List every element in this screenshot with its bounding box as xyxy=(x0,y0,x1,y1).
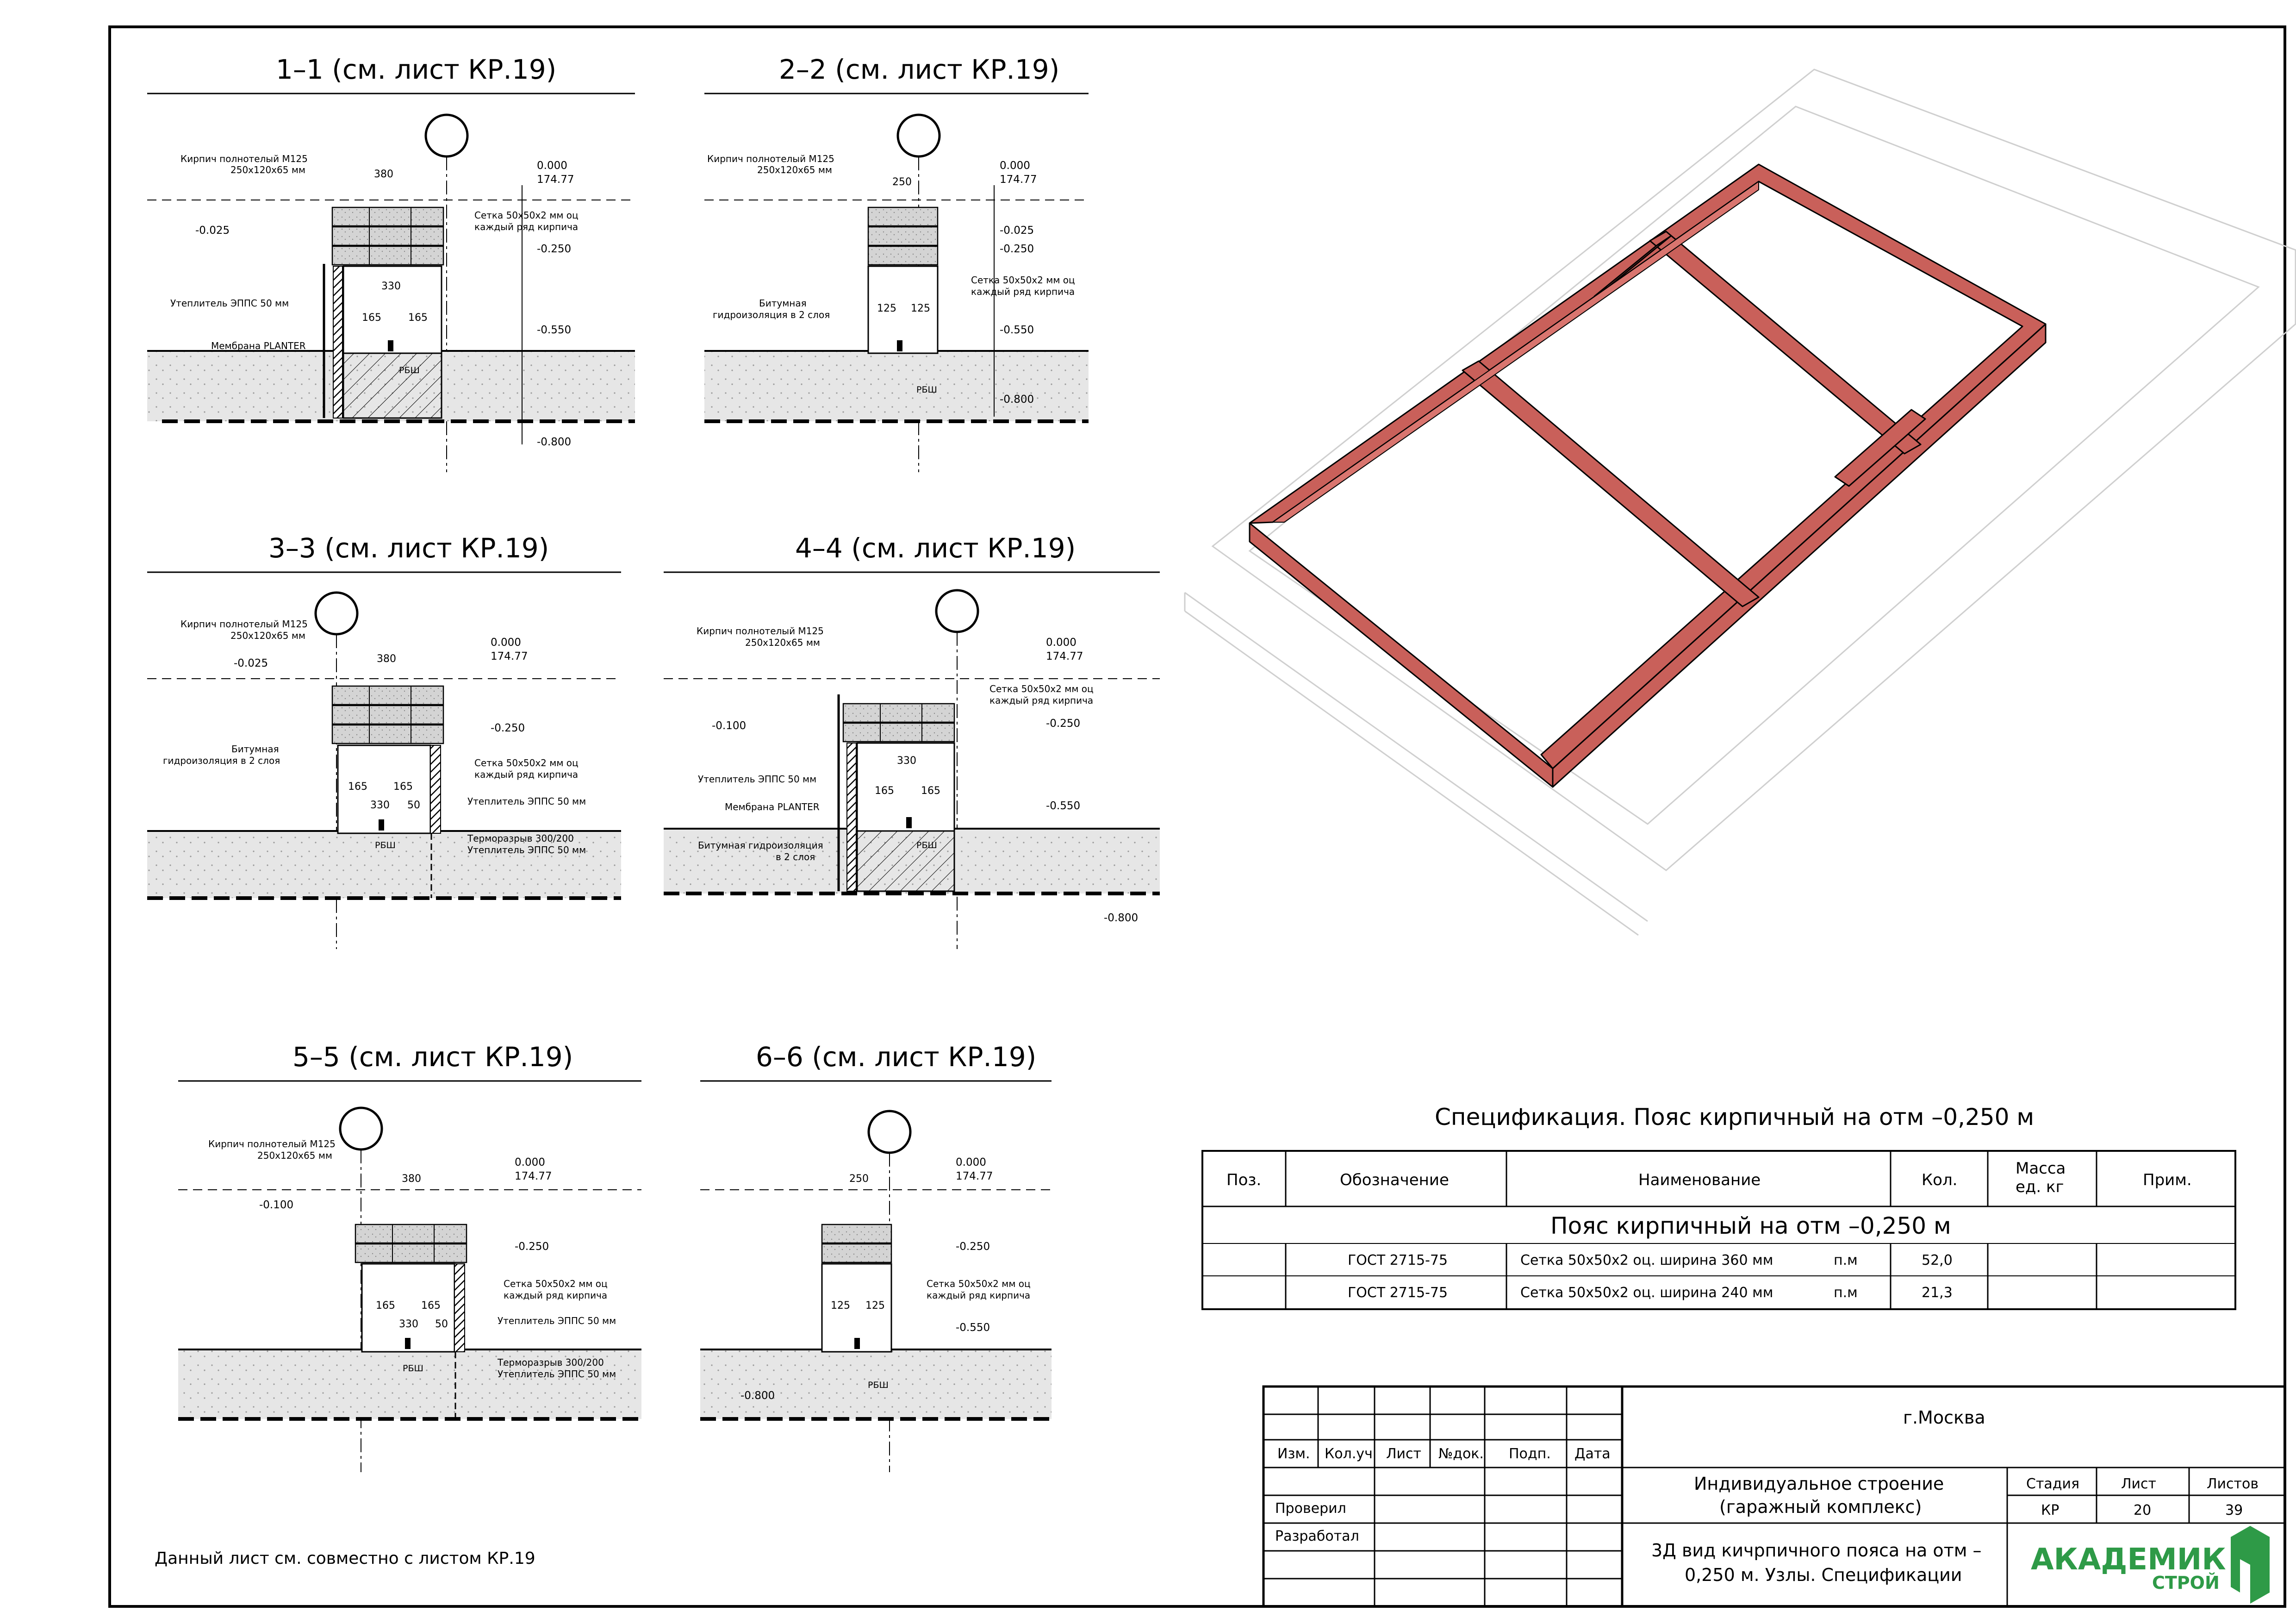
svg-text:0.000: 0.000 xyxy=(515,1156,545,1168)
svg-text:165: 165 xyxy=(362,312,381,324)
svg-text:Разработал: Разработал xyxy=(1275,1528,1359,1544)
svg-text:52,0: 52,0 xyxy=(1922,1252,1953,1268)
svg-text:-0.550: -0.550 xyxy=(1046,800,1081,812)
svg-text:330: 330 xyxy=(399,1318,418,1330)
svg-text:ГОСТ 2715-75: ГОСТ 2715-75 xyxy=(1348,1285,1448,1301)
svg-text:Кирпич полнотелый М125: Кирпич полнотелый М125 xyxy=(208,1138,336,1149)
svg-text:-0.250: -0.250 xyxy=(515,1241,549,1253)
svg-text:Битумная: Битумная xyxy=(231,743,279,755)
svg-text:125: 125 xyxy=(865,1300,885,1312)
svg-text:№док.: №док. xyxy=(1438,1446,1484,1462)
svg-text:39: 39 xyxy=(2225,1502,2243,1518)
svg-text:ед. кг: ед. кг xyxy=(2016,1178,2064,1196)
svg-text:0.000: 0.000 xyxy=(537,160,567,172)
svg-text:-0.550: -0.550 xyxy=(956,1322,990,1334)
svg-text:Утеплитель ЭППС 50 мм: Утеплитель ЭППС 50 мм xyxy=(698,774,817,785)
svg-text:каждый ряд кирпича: каждый ряд кирпича xyxy=(504,1290,608,1301)
svg-text:Терморазрыв 300/200: Терморазрыв 300/200 xyxy=(467,833,574,844)
svg-text:174.77: 174.77 xyxy=(491,650,528,662)
svg-text:Кол.уч: Кол.уч xyxy=(1325,1446,1373,1462)
section-3-3 xyxy=(147,532,621,949)
svg-text:Утеплитель ЭППС 50 мм: Утеплитель ЭППС 50 мм xyxy=(498,1315,616,1326)
svg-text:Сетка 50х50х2 оц. ширина 240 м: Сетка 50х50х2 оц. ширина 240 мм xyxy=(1520,1285,1773,1301)
svg-text:Сетка 50х50х2 мм оц: Сетка 50х50х2 мм оц xyxy=(474,210,579,221)
svg-text:гидроизоляция в 2 слоя: гидроизоляция в 2 слоя xyxy=(163,755,280,766)
svg-text:-0.800: -0.800 xyxy=(1000,394,1034,406)
svg-text:174.77: 174.77 xyxy=(1000,174,1037,186)
svg-text:125: 125 xyxy=(911,303,930,314)
section-4-4 xyxy=(664,532,1160,949)
svg-text:АКАДЕМИК: АКАДЕМИК xyxy=(2031,1543,2226,1577)
svg-text:Подп.: Подп. xyxy=(1509,1446,1551,1462)
svg-text:-0.550: -0.550 xyxy=(537,324,572,336)
svg-text:Мембрана PLANTER: Мембрана PLANTER xyxy=(211,340,306,351)
svg-text:гидроизоляция в 2 слоя: гидроизоляция в 2 слоя xyxy=(713,309,830,320)
svg-text:380: 380 xyxy=(377,653,396,665)
section-title: 1–1 (см. лист КР.19) xyxy=(276,54,557,85)
svg-text:165: 165 xyxy=(408,312,428,324)
svg-text:Изм.: Изм. xyxy=(1277,1446,1310,1462)
akademik-stroy-logo xyxy=(2031,1526,2270,1604)
svg-text:в 2 слоя: в 2 слоя xyxy=(776,851,815,862)
svg-text:0.000: 0.000 xyxy=(1046,637,1076,649)
svg-text:Утеплитель ЭППС 50 мм: Утеплитель ЭППС 50 мм xyxy=(467,796,586,807)
svg-text:Сетка 50х50х2 мм оц: Сетка 50х50х2 мм оц xyxy=(474,757,579,768)
svg-text:п.м: п.м xyxy=(1834,1252,1858,1268)
svg-text:380: 380 xyxy=(402,1173,421,1185)
svg-text:Сетка 50х50х2 мм оц: Сетка 50х50х2 мм оц xyxy=(504,1278,608,1289)
section-title: 2–2 (см. лист КР.19) xyxy=(779,54,1060,85)
svg-text:125: 125 xyxy=(831,1300,850,1312)
svg-text:-0.250: -0.250 xyxy=(537,243,572,255)
svg-text:Пояс кирпичный на отм –0,250 м: Пояс кирпичный на отм –0,250 м xyxy=(1550,1212,1951,1239)
svg-text:50: 50 xyxy=(435,1318,448,1330)
svg-text:РБШ: РБШ xyxy=(868,1380,889,1390)
svg-text:Кирпич полнотелый М125: Кирпич полнотелый М125 xyxy=(697,625,824,637)
svg-text:Кирпич полнотелый М125: Кирпич полнотелый М125 xyxy=(180,153,308,164)
svg-text:Поз.: Поз. xyxy=(1226,1171,1262,1189)
section-6-6 xyxy=(700,1041,1052,1472)
svg-text:Наименование: Наименование xyxy=(1638,1171,1761,1189)
sheet-note: Данный лист см. совместно с листом КР.19 xyxy=(155,1549,535,1568)
svg-text:РБШ: РБШ xyxy=(403,1363,423,1374)
svg-text:Кол.: Кол. xyxy=(1922,1171,1958,1189)
svg-text:РБШ: РБШ xyxy=(916,385,937,395)
svg-text:КР: КР xyxy=(2041,1502,2060,1518)
svg-text:380: 380 xyxy=(374,169,393,180)
svg-text:-0.800: -0.800 xyxy=(1104,912,1139,924)
svg-text:20: 20 xyxy=(2134,1502,2152,1518)
svg-text:каждый ряд кирпича: каждый ряд кирпича xyxy=(474,221,579,232)
svg-text:21,3: 21,3 xyxy=(1922,1285,1953,1301)
svg-text:250х120х65 мм: 250х120х65 мм xyxy=(757,164,833,175)
svg-text:Кирпич полнотелый М125: Кирпич полнотелый М125 xyxy=(180,618,308,630)
axis-bubble xyxy=(426,115,467,156)
svg-text:Сетка 50х50х2 мм оц: Сетка 50х50х2 мм оц xyxy=(927,1278,1031,1289)
svg-text:Сетка 50х50х2 оц. ширина 360 м: Сетка 50х50х2 оц. ширина 360 мм xyxy=(1520,1252,1773,1268)
title-block xyxy=(1263,1387,2285,1606)
svg-text:Утеплитель ЭППС 50 мм: Утеплитель ЭППС 50 мм xyxy=(467,844,586,856)
svg-text:Проверил: Проверил xyxy=(1275,1500,1346,1517)
section-title: 6–6 (см. лист КР.19) xyxy=(756,1041,1037,1073)
spec-title: Спецификация. Пояс кирпичный на отм –0,250 м xyxy=(1435,1104,2035,1131)
svg-text:165: 165 xyxy=(376,1300,395,1312)
svg-text:Масса: Масса xyxy=(2016,1159,2066,1178)
svg-text:каждый ряд кирпича: каждый ряд кирпича xyxy=(927,1290,1031,1301)
svg-text:каждый ряд кирпича: каждый ряд кирпича xyxy=(989,695,1094,706)
svg-text:Утеплитель ЭППС 50 мм: Утеплитель ЭППС 50 мм xyxy=(170,298,289,309)
section-2-2 xyxy=(704,54,1089,472)
svg-text:-0.800: -0.800 xyxy=(740,1390,775,1402)
svg-text:-0.025: -0.025 xyxy=(234,657,268,669)
svg-text:-0.100: -0.100 xyxy=(712,720,747,732)
svg-text:250: 250 xyxy=(849,1173,869,1185)
svg-text:330: 330 xyxy=(381,281,401,292)
svg-text:330: 330 xyxy=(897,755,916,767)
svg-text:-0.800: -0.800 xyxy=(537,436,572,448)
svg-text:Терморазрыв 300/200: Терморазрыв 300/200 xyxy=(498,1357,604,1368)
svg-text:250: 250 xyxy=(892,176,912,188)
svg-text:165: 165 xyxy=(921,785,940,797)
svg-text:165: 165 xyxy=(421,1300,441,1312)
svg-text:-0.100: -0.100 xyxy=(259,1199,294,1211)
svg-text:0,250 м. Узлы. Спецификации: 0,250 м. Узлы. Спецификации xyxy=(1685,1565,1962,1585)
svg-text:-0.025: -0.025 xyxy=(195,225,230,237)
svg-text:Битумная: Битумная xyxy=(759,298,807,309)
svg-text:Битумная гидроизоляция: Битумная гидроизоляция xyxy=(698,840,823,851)
svg-text:250х120х65 мм: 250х120х65 мм xyxy=(230,630,306,641)
svg-text:каждый ряд кирпича: каждый ряд кирпича xyxy=(474,769,579,780)
svg-text:165: 165 xyxy=(348,781,367,793)
svg-text:0.000: 0.000 xyxy=(491,637,521,649)
section-title: 4–4 (см. лист КР.19) xyxy=(795,532,1076,564)
svg-text:-0.250: -0.250 xyxy=(956,1241,990,1253)
svg-text:Сетка 50х50х2 мм оц: Сетка 50х50х2 мм оц xyxy=(971,275,1075,286)
svg-text:Утеплитель ЭППС 50 мм: Утеплитель ЭППС 50 мм xyxy=(498,1368,616,1380)
svg-text:Индивидуальное строение: Индивидуальное строение xyxy=(1694,1474,1944,1494)
svg-text:0.000: 0.000 xyxy=(1000,160,1030,172)
svg-text:Листов: Листов xyxy=(2207,1476,2259,1492)
svg-text:174.77: 174.77 xyxy=(537,174,574,186)
section-title: 3–3 (см. лист КР.19) xyxy=(268,532,549,564)
svg-text:Кирпич полнотелый М125: Кирпич полнотелый М125 xyxy=(707,153,834,164)
svg-text:-0.025: -0.025 xyxy=(1000,225,1034,237)
svg-text:РБШ: РБШ xyxy=(399,365,420,375)
svg-text:250х120х65 мм: 250х120х65 мм xyxy=(257,1150,333,1161)
svg-text:Сетка 50х50х2 мм оц: Сетка 50х50х2 мм оц xyxy=(989,683,1094,694)
svg-text:330: 330 xyxy=(370,800,390,811)
svg-text:0.000: 0.000 xyxy=(956,1156,986,1168)
svg-text:174.77: 174.77 xyxy=(1046,650,1083,662)
section-5-5 xyxy=(178,1041,641,1472)
svg-text:Дата: Дата xyxy=(1574,1446,1611,1462)
isometric-3d-view xyxy=(1185,69,2296,935)
city: г.Москва xyxy=(1903,1407,1985,1428)
svg-text:-0.250: -0.250 xyxy=(1000,243,1034,255)
svg-text:каждый ряд кирпича: каждый ряд кирпича xyxy=(971,286,1075,297)
svg-text:-0.250: -0.250 xyxy=(1046,718,1081,730)
svg-text:Прим.: Прим. xyxy=(2143,1171,2192,1189)
svg-text:250х120х65 мм: 250х120х65 мм xyxy=(230,164,306,175)
svg-text:250х120х65 мм: 250х120х65 мм xyxy=(745,637,821,648)
svg-text:174.77: 174.77 xyxy=(515,1170,552,1182)
svg-text:Стадия: Стадия xyxy=(2026,1476,2080,1492)
svg-text:-0.550: -0.550 xyxy=(1000,324,1034,336)
section-1-1 xyxy=(147,54,635,472)
svg-text:50: 50 xyxy=(407,800,420,811)
svg-text:3Д вид кичрпичного пояса на от: 3Д вид кичрпичного пояса на отм – xyxy=(1651,1540,1982,1561)
svg-text:РБШ: РБШ xyxy=(916,840,937,850)
svg-text:Лист: Лист xyxy=(1386,1446,1422,1462)
svg-text:п.м: п.м xyxy=(1834,1285,1858,1301)
svg-text:125: 125 xyxy=(877,303,896,314)
svg-text:165: 165 xyxy=(393,781,413,793)
svg-text:Обозначение: Обозначение xyxy=(1340,1171,1449,1189)
specification-table xyxy=(1202,1104,2235,1309)
svg-text:ГОСТ 2715-75: ГОСТ 2715-75 xyxy=(1348,1252,1448,1268)
svg-text:-0.250: -0.250 xyxy=(491,722,525,734)
svg-text:165: 165 xyxy=(875,785,894,797)
svg-text:(гаражный комплекс): (гаражный комплекс) xyxy=(1719,1497,1922,1517)
section-title: 5–5 (см. лист КР.19) xyxy=(292,1041,573,1073)
svg-text:Мембрана PLANTER: Мембрана PLANTER xyxy=(725,801,820,812)
svg-text:РБШ: РБШ xyxy=(375,840,396,850)
svg-text:СТРОЙ: СТРОЙ xyxy=(2152,1573,2220,1593)
svg-text:Лист: Лист xyxy=(2121,1476,2157,1492)
svg-text:174.77: 174.77 xyxy=(956,1170,993,1182)
